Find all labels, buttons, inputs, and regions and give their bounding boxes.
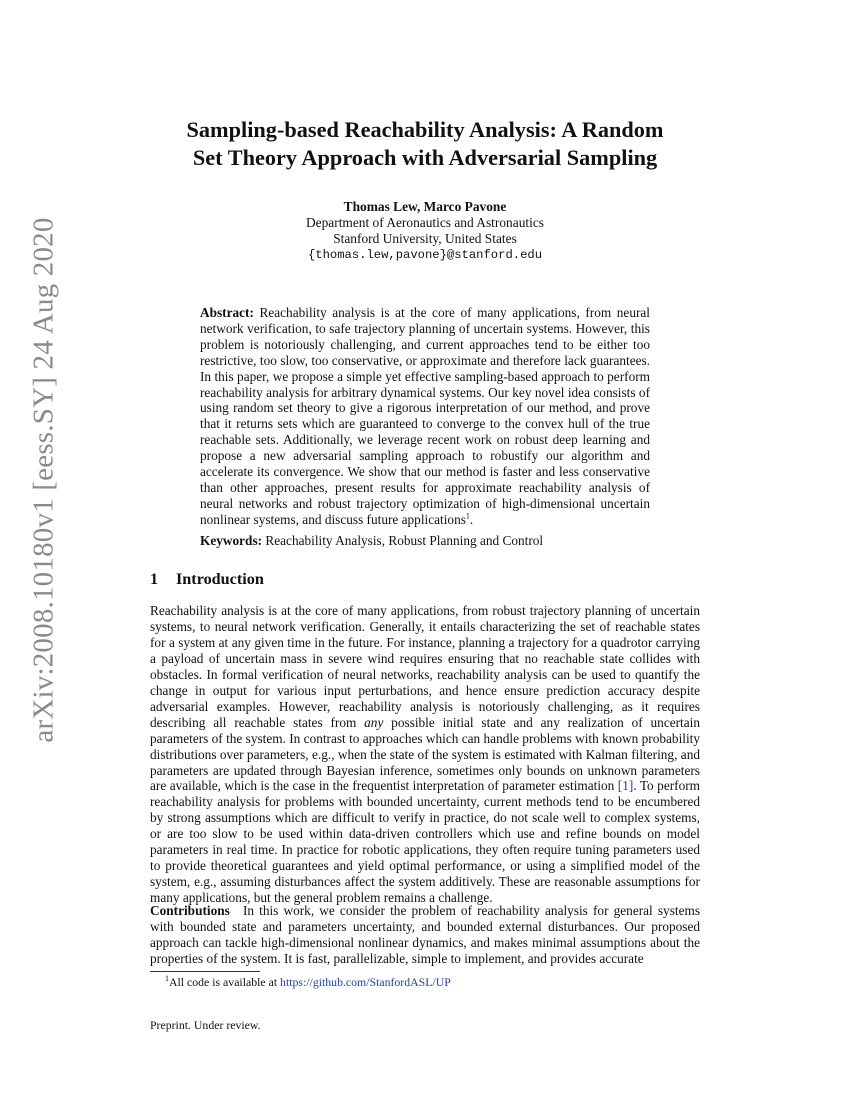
authors: Thomas Lew, Marco Pavone <box>343 199 507 214</box>
footnote-marker[interactable]: 1 <box>465 511 470 521</box>
arxiv-sidebar <box>24 217 64 743</box>
abstract-label: Abstract: <box>200 305 254 320</box>
code-link[interactable]: https://github.com/StanfordASL/UP <box>280 975 451 989</box>
author-email: {thomas.lew,pavone}@stanford.edu <box>307 248 543 262</box>
abstract-end: . <box>469 511 474 527</box>
intro-text-c: . To perform reachability analysis for problems with bounded uncertainty, current methods tend to be encumbered by strong assumptions which are difficult to verify in practice, do not scale well to complex systems, or are too slow to be used within data-driven controllers which use and refine bounds on model parameters in real time. In practice for robotic applications, they often require tuning parameters used to provide theoretical guarantees and yield optimal performance, or using a simplified model of the system, e.g., assuming disturbances affect the system additively. These are reasonable assumptions for many applications, but the general problem remains a challenge. <box>150 778 700 906</box>
keywords-text: Reachability Analysis, Robust Planning and Control <box>265 533 544 548</box>
section-number: 1 <box>150 570 159 588</box>
footnote-number: 1 <box>165 974 169 984</box>
intro-emphasis: any <box>364 714 384 730</box>
title-line-1: Sampling-based Reachability Analysis: A Random <box>186 117 664 142</box>
title-line-2: Set Theory Approach with Adversarial Sampling <box>192 145 658 170</box>
keywords <box>200 533 650 549</box>
footnote <box>165 975 451 989</box>
paper-title <box>150 116 700 172</box>
citation-link[interactable]: [1] <box>617 778 634 794</box>
intro-text-b: possible initial state and any realization of uncertain parameters of the system. In contrast to approaches which can handle problems with known probability distributions over parameters, e.g., when the state of the system is estimated with Kalman filtering, and parameters are updated through Bayesian inference, sometimes only bounds on unknown parameters are available, which is the case in the frequentist interpretation of parameter estimation <box>150 714 700 794</box>
section-title: Introduction <box>176 570 264 588</box>
abstract <box>200 305 650 528</box>
intro-paragraph-1 <box>150 603 700 906</box>
contributions-text: In this work, we consider the problem of reachability analysis for general systems with bounded state and parameters uncertainty, and bounded external disturbances. Our proposed approach can tackle high-dimensional nonlinear dynamics, and makes minimal assumptions about the properties of the system. It is fast, parallelizable, simple to implement, and provides accurate <box>150 903 700 966</box>
author-block <box>150 199 700 263</box>
preprint-notice: Preprint. Under review. <box>150 1018 261 1032</box>
arxiv-identifier: arXiv:2008.10180v1 [eess.SY] 24 Aug 2020 <box>27 217 60 743</box>
section-heading-introduction <box>150 570 264 589</box>
contributions-label: Contributions <box>150 903 230 918</box>
footnote-text: All code is available at <box>169 975 281 989</box>
intro-text-a: Reachability analysis is at the core of many applications, from robust trajectory planning of uncertain systems, to neural network verification. Generally, it entails characterizing the set of reachable states for a system at any given time in the future. For instance, planning a trajectory for a quadrotor carrying a payload of uncertain mass in severe wind requires ensuring that no reachable state collides with obstacles. In formal verification of neural networks, reachability analysis can be used to quantify the change in output for various input perturbations, and hence ensure prediction accuracy despite adversarial examples. However, reachability analysis is notoriously challenging, as it requires describing all reachable states from <box>150 603 700 730</box>
contributions-paragraph <box>150 903 700 967</box>
abstract-text: Reachability analysis is at the core of many applications, from neural network verification, to safe trajectory planning of uncertain systems. However, this problem is notoriously challenging, and current approaches tend to be either too restrictive, too slow, too conservative, or approximate and therefore lack guarantees. In this paper, we propose a simple yet effective sampling-based approach to perform reachability analysis for arbitrary dynamical systems. Our key novel idea consists of using random set theory to give a rigorous interpretation of our method, and prove that it returns sets which are guaranteed to converge to the convex hull of the true reachable sets. Additionally, we leverage recent work on robust deep learning and propose a new adversarial sampling approach to robustify our algorithm and accelerate its convergence. We show that our method is faster and less conservative than other approaches, present results for approximate reachability analysis of neural networks and robust trajectory optimization of high-dimensional uncertain nonlinear systems, and discuss future applications <box>200 305 650 527</box>
affiliation-university: Stanford University, United States <box>333 231 517 246</box>
affiliation-department: Department of Aeronautics and Astronautics <box>306 215 544 230</box>
footnote-divider <box>150 971 260 972</box>
keywords-label: Keywords: <box>200 533 263 548</box>
